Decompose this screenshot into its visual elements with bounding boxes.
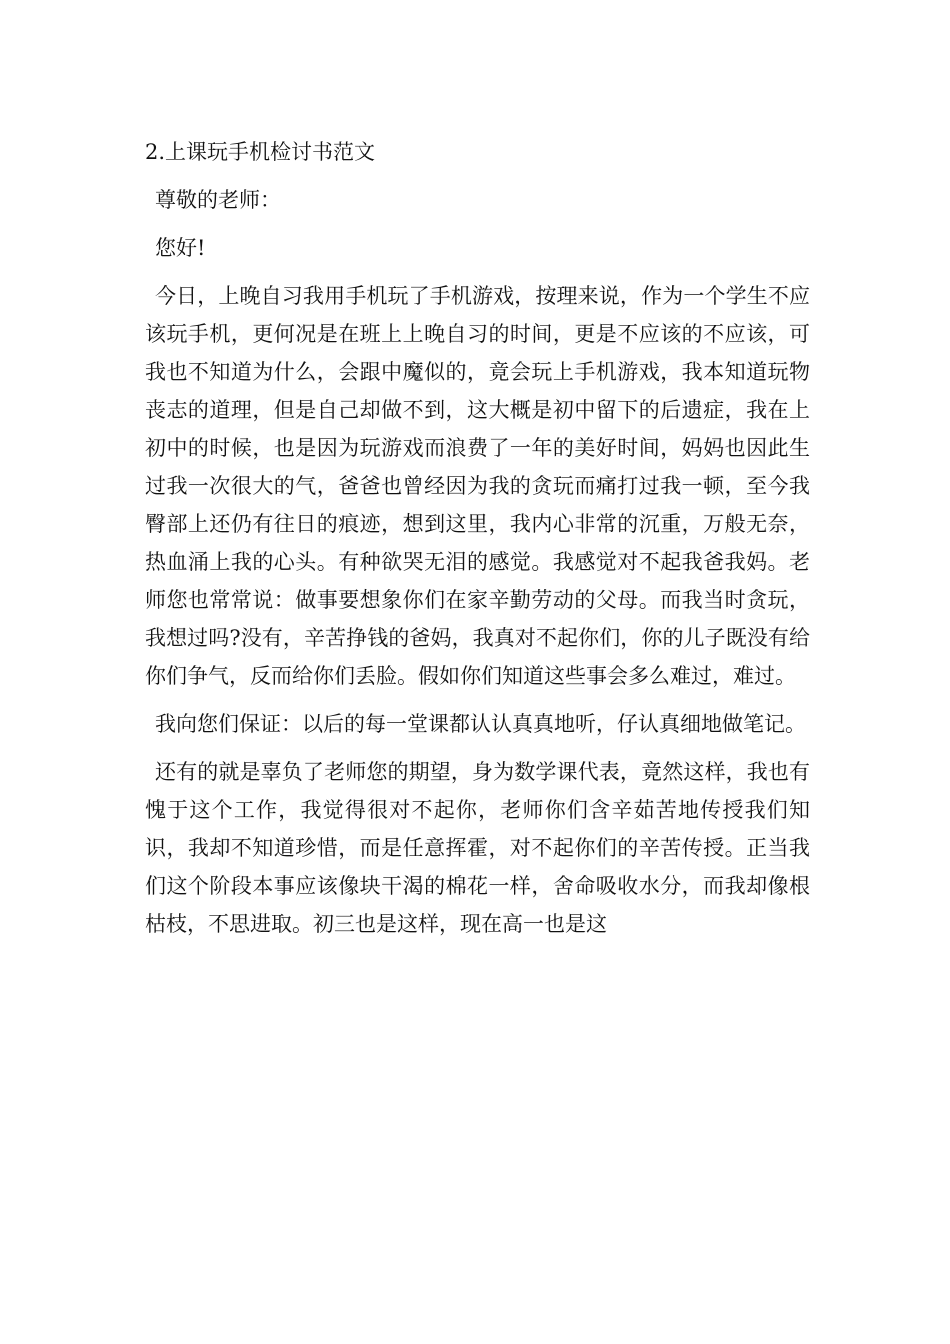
paragraph-2: 我向您们保证：以后的每一堂课都认认真真地听，仔认真细地做笔记。 [155, 712, 806, 736]
salutation: 尊敬的老师： [155, 188, 281, 212]
greeting: 您好! [155, 236, 206, 260]
document-body [145, 133, 810, 943]
paragraph-3: 还有的就是辜负了老师您的期望，身为数学课代表，竟然这样，我也有愧于这个工作，我觉得很对不起你，老师你们含辛茹苦地传授我们知识，我却不知道珍惜，而是任意挥霍，对不起你们的辛苦传授。正当我们这个阶段本事应该像块干渴的棉花一样，舍命吸收水分，而我却像根枯枝，不思进取。初三也是这样，现在高一也是这 [145, 760, 810, 936]
paragraph-1: 今日，上晚自习我用手机玩了手机游戏，按理来说，作为一个学生不应该玩手机，更何况是在班上上晚自习的时间，更是不应该的不应该，可我也不知道为什么，会跟中魔似的，竟会玩上手机游戏，我本知道玩物丧志的道理，但是自己却做不到，这大概是初中留下的后遗症，我在上初中的时候，也是因为玩游戏而浪费了一年的美好时间，妈妈也因此生过我一次很大的气，爸爸也曾经因为我的贪玩而痛打过我一顿，至今我臀部上还仍有往日的痕迹，想到这里，我内心非常的沉重，万般无奈，热血涌上我的心头。有种欲哭无泪的感觉。我感觉对不起我爸我妈。老师您也常常说：做事要想象你们在家辛勤劳动的父母。而我当时贪玩，我想过吗?没有，辛苦挣钱的爸妈，我真对不起你们，你的儿子既没有给你们争气，反而给你们丢脸。假如你们知道这些事会多么难过，难过。 [145, 284, 810, 688]
document-title: 2.上课玩手机检讨书范文 [145, 140, 376, 164]
